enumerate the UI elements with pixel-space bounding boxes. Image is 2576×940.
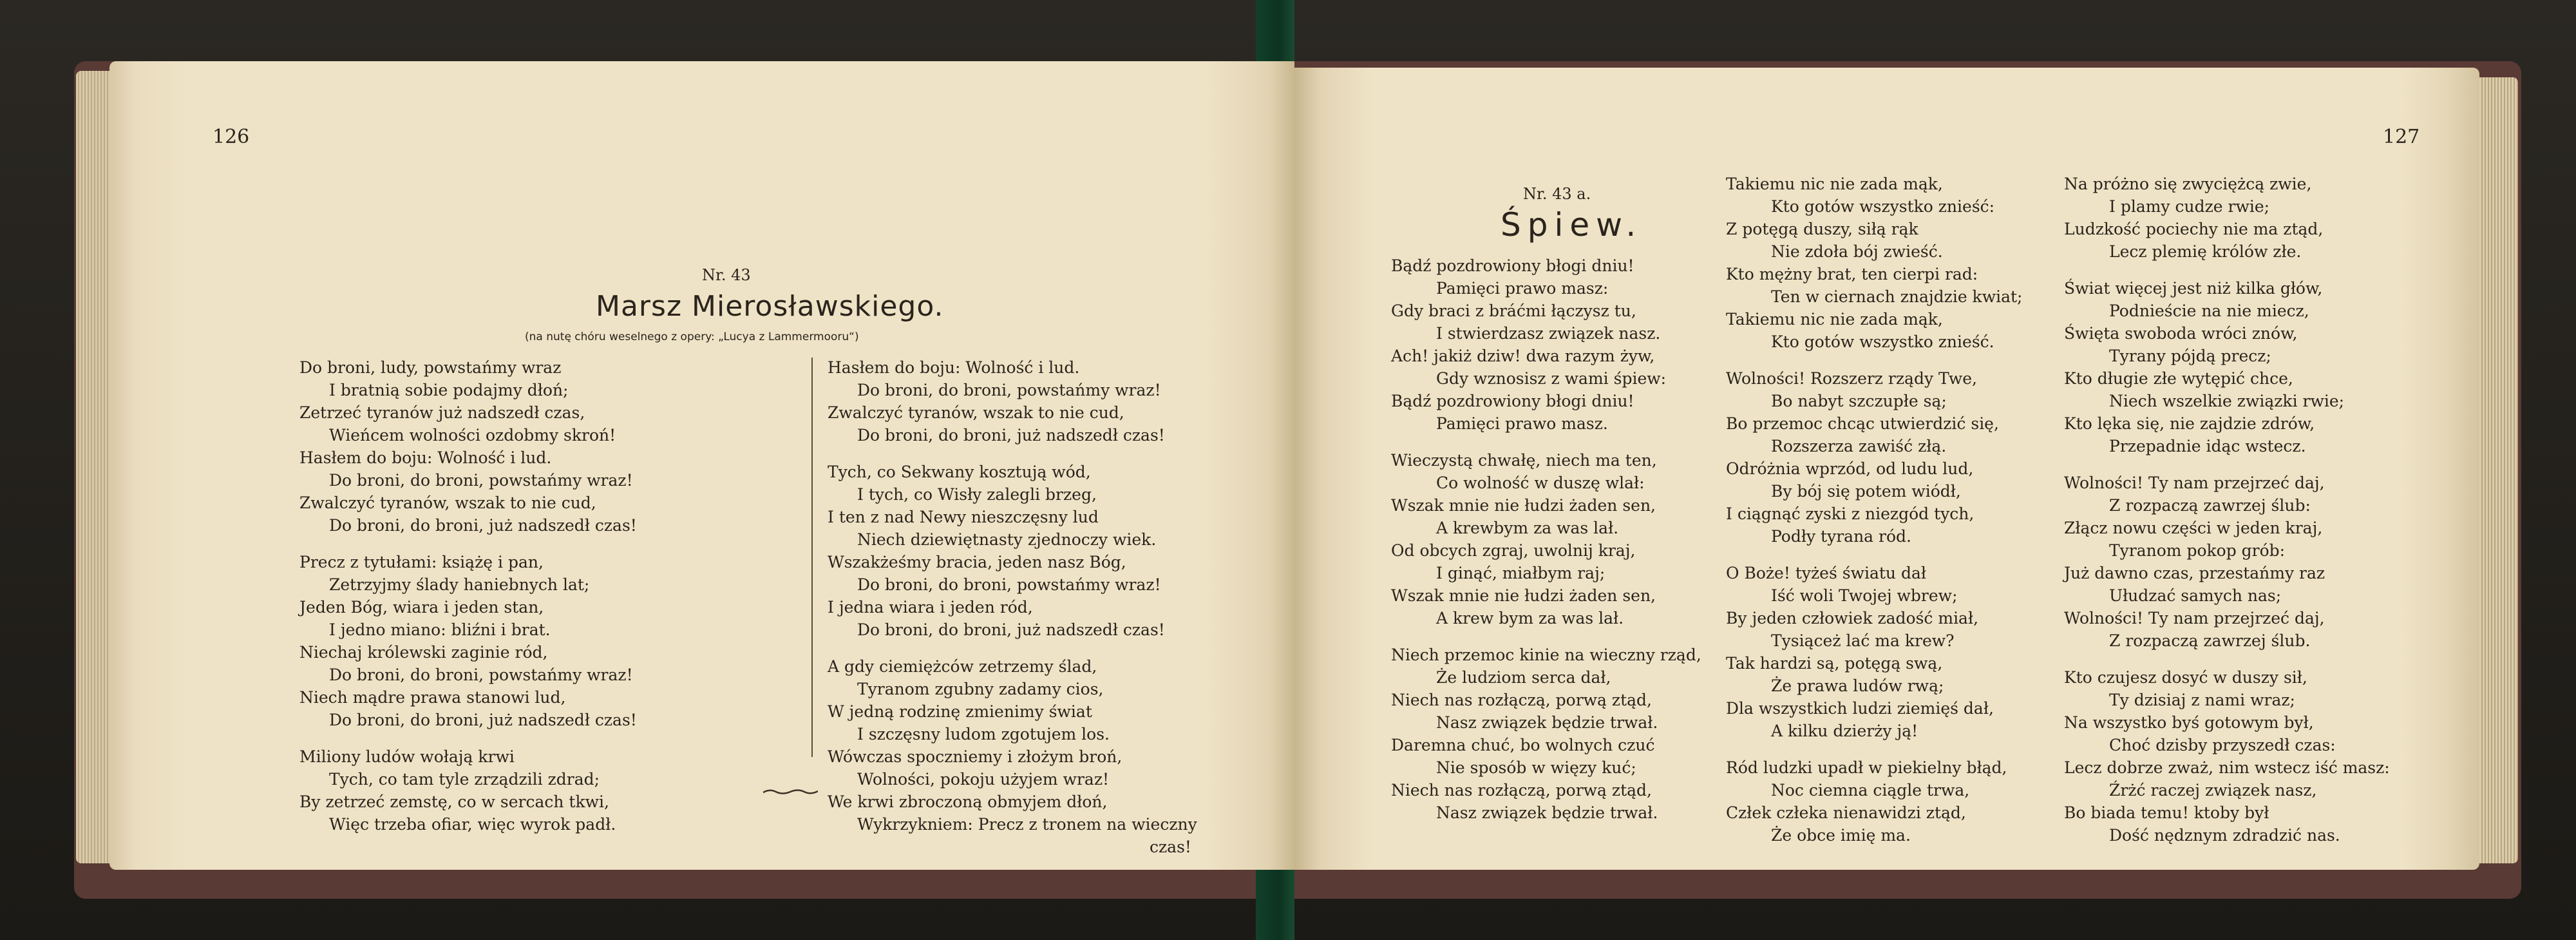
verse-line: Pamięci prawo masz.	[1436, 414, 1608, 433]
song-subtitle: (na nutę chóru weselnego z opery: „Lucya z Lammermooru“)	[525, 331, 859, 343]
verse-line: Kto gotów wszystko znieść:	[1771, 197, 1995, 216]
verse-line: Święta swoboda wróci znów,	[2064, 324, 2298, 343]
verse-line: Do broni, ludy, powstańmy wraz	[299, 358, 562, 377]
verse-line: Do broni, do broni, powstańmy wraz!	[329, 666, 633, 684]
verse-line: Kto lęka się, nie zajdzie zdrów,	[2064, 414, 2315, 433]
verse-line: Tysiąceż lać ma krew?	[1771, 631, 1955, 650]
verse-line: Precz z tytułami: książę i pan,	[299, 553, 544, 571]
verse-line: Lecz plemię królów złe.	[2109, 242, 2302, 261]
song-number: Nr. 43	[702, 266, 751, 284]
verse-line: Świat więcej jest niż kilka głów,	[2064, 279, 2323, 298]
verse-line: Nie zdoła bój zwieść.	[1771, 242, 1943, 261]
verse-line: Daremna chuć, bo wolnych czuć	[1391, 736, 1655, 754]
verse-line: Wszakżeśmy bracia, jeden nasz Bóg,	[828, 553, 1126, 571]
left-page	[109, 61, 1294, 870]
verse-line: Z rozpaczą zawrzej ślub:	[2109, 496, 2311, 515]
verse-line: Niech mądre prawa stanowi lud,	[299, 688, 566, 707]
verse-line: By jeden człowiek zadość miał,	[1726, 609, 1979, 628]
verse-line: A krewbym za was lał.	[1436, 519, 1619, 537]
verse-line: Źrżć raczej związek nasz,	[2109, 781, 2317, 800]
verse-line: Zetrzyjmy ślady haniebnych lat;	[329, 575, 590, 594]
verse-line: Wolności, pokoju użyjem wraz!	[857, 770, 1110, 789]
verse-column-2	[828, 356, 1197, 858]
verse-line: Do broni, do broni, powstańmy wraz!	[857, 381, 1161, 399]
verse-line: Niechaj królewski zaginie ród,	[299, 643, 548, 662]
verse-line: Podły tyrana ród.	[1771, 527, 1911, 546]
verse-line: O Boże! tyżeś światu dał	[1726, 564, 1926, 582]
verse-line: Ty dzisiaj z nami wraz;	[2109, 691, 2295, 709]
verse-line: Tyranom zgubny zadamy cios,	[857, 680, 1104, 698]
verse-line: Że ludziom serca dał,	[1436, 668, 1611, 687]
verse-line: Bądź pozdrowiony błogi dniu!	[1391, 256, 1634, 275]
verse-line: Zwalczyć tyranów, wszak to nie cud,	[299, 494, 596, 512]
verse-line: We krwi zbroczoną obmyjem dłoń,	[828, 792, 1108, 811]
verse-line: Ten w ciernach znajdzie kwiat;	[1771, 287, 2023, 306]
verse-line: Że prawa ludów rwą;	[1771, 676, 1944, 695]
verse-line: Noc ciemna ciągle trwa,	[1771, 781, 1970, 800]
verse-line: Bądź pozdrowiony błogi dniu!	[1391, 392, 1634, 410]
verse-line: Choć dzisby przyszedł czas:	[2109, 736, 2336, 754]
verse-line: Wszak mnie nie łudzi żaden sen,	[1391, 586, 1656, 605]
verse-line: I ten z nad Newy nieszczęsny lud	[828, 508, 1099, 526]
verse-line: Wieczystą chwałę, niech ma ten,	[1391, 451, 1657, 470]
verse-line: Gdy wznosisz z wami śpiew:	[1436, 369, 1667, 388]
verse-line: Bo biada temu! ktoby był	[2064, 803, 2269, 822]
verse-line: Niech wszelkie związki rwie;	[2109, 392, 2345, 410]
verse-line: A gdy ciemiężców zetrzemy ślad,	[828, 657, 1097, 676]
verse-line: I bratnią sobie podajmy dłoń;	[329, 381, 569, 399]
verse-column-2	[1726, 173, 2022, 847]
verse-line: Takiemu nic nie zada mąk,	[1726, 175, 1943, 193]
verse-line: Ludzkość pociechy nie ma ztąd,	[2064, 220, 2324, 238]
verse-line: Do broni, do broni, powstańmy wraz!	[857, 575, 1161, 594]
verse-line: czas!	[1150, 838, 1191, 856]
verse-line: Dość nędznym zdradzić nas.	[2109, 826, 2340, 845]
verse-line: Kto mężny brat, ten cierpi rad:	[1726, 265, 1978, 283]
verse-line: Już dawno czas, przestańmy raz	[2064, 564, 2325, 582]
verse-line: Do broni, do broni, już nadszedł czas!	[857, 620, 1165, 639]
verse-line: Pamięci prawo masz:	[1436, 279, 1609, 298]
verse-line: Do broni, do broni, powstańmy wraz!	[329, 471, 633, 490]
verse-line: Bo nabyt szczupłe są;	[1771, 392, 1947, 410]
verse-column-1	[1391, 254, 1701, 824]
column-divider	[811, 358, 813, 757]
verse-line: Tak hardzi są, potęgą swą,	[1726, 654, 1943, 673]
verse-line: Ród ludzki upadł w piekielny błąd,	[1726, 758, 2007, 777]
verse-line: Na wszystko byś gotowym był,	[2064, 713, 2314, 732]
verse-line: I jedno miano: bliźni i brat.	[329, 620, 551, 639]
verse-line: Do broni, do broni, już nadszedł czas!	[857, 426, 1165, 445]
verse-line: Do broni, do broni, już nadszedł czas!	[329, 711, 637, 729]
verse-line: Ach! jakiż dziw! dwa razym żyw,	[1391, 347, 1655, 365]
verse-line: I ginąć, miałbym raj;	[1436, 564, 1605, 582]
verse-line: I tych, co Wisły zalegli brzeg,	[857, 485, 1097, 504]
verse-line: Na próżno się zwyciężcą zwie,	[2064, 175, 2312, 193]
verse-line: Takiemu nic nie zada mąk,	[1726, 310, 1943, 329]
verse-line: Podnieście na nie miecz,	[2109, 302, 2309, 320]
verse-line: Wszak mnie nie łudzi żaden sen,	[1391, 496, 1656, 515]
verse-line: Dla wszystkich ludzi ziemięś dał,	[1726, 699, 1994, 718]
verse-line: Wieńcem wolności ozdobmy skroń!	[329, 426, 616, 445]
right-page-edges	[2473, 77, 2518, 863]
verse-line: Gdy braci z bráćmi łączysz tu,	[1391, 302, 1636, 320]
ornament-line	[763, 787, 818, 795]
right-page	[1294, 68, 2479, 870]
verse-line: Wówczas spoczniemy i złożym broń,	[828, 747, 1122, 766]
verse-line: Niech nas rozłączą, porwą ztąd,	[1391, 691, 1652, 709]
song-title: Marsz Mierosławskiego.	[596, 290, 944, 323]
verse-line: Odróżnia wprzód, od ludu lud,	[1726, 459, 1974, 478]
verse-line: Co wolność w duszę wlał:	[1436, 474, 1645, 492]
song-number: Nr. 43 a.	[1523, 185, 1591, 203]
song-title: Śpiew.	[1501, 206, 1643, 244]
verse-line: Rozszerza zawiść złą.	[1771, 437, 1947, 456]
verse-line: Człek człeka nienawidzi ztąd,	[1726, 803, 1966, 822]
verse-line: Lecz dobrze zważ, nim wstecz iść masz:	[2064, 758, 2390, 777]
verse-line: A krew bym za was lał.	[1436, 609, 1624, 628]
verse-line: Zwalczyć tyranów, wszak to nie cud,	[828, 403, 1124, 422]
verse-line: I stwierdzasz związek nasz.	[1436, 324, 1661, 343]
verse-line: Nasz związek będzie trwał.	[1436, 713, 1658, 732]
verse-line: Od obcych zgraj, uwolnij kraj,	[1391, 541, 1636, 560]
verse-line: Wolności! Ty nam przejrzeć daj,	[2064, 609, 2325, 628]
verse-column-1	[299, 356, 637, 836]
verse-line: Ułudzać samych nas;	[2109, 586, 2282, 605]
verse-line: I ciągnąć zyski z niezgód tych,	[1726, 504, 1975, 523]
left-page-edges	[76, 71, 115, 863]
verse-line: Kto długie złe wytępić chce,	[2064, 369, 2293, 388]
verse-line: Kto czujesz dosyć w duszy sił,	[2064, 668, 2307, 687]
verse-line: Iść woli Twojej wbrew;	[1771, 586, 1958, 605]
verse-line: Miliony ludów wołają krwi	[299, 747, 515, 766]
verse-line: Jeden Bóg, wiara i jeden stan,	[299, 598, 544, 617]
verse-line: Przepadnie idąc wstecz.	[2109, 437, 2306, 456]
verse-line: Że obce imię ma.	[1771, 826, 1911, 845]
verse-line: Hasłem do boju: Wolność i lud.	[299, 448, 552, 467]
verse-line: Niech dziewiętnasty zjednoczy wiek.	[857, 530, 1157, 549]
verse-line: Tyrany pójdą precz;	[2109, 347, 2271, 365]
verse-line: Z rozpaczą zawrzej ślub.	[2109, 631, 2311, 650]
verse-line: I szczęsny ludom zgotujem los.	[857, 725, 1110, 743]
verse-line: I plamy cudze rwie;	[2109, 197, 2270, 216]
verse-line: Do broni, do broni, już nadszedł czas!	[329, 516, 637, 535]
verse-line: Tyranom pokop grób:	[2109, 541, 2286, 560]
verse-line: Złącz nowu części w jeden kraj,	[2064, 519, 2323, 537]
page-number-right: 127	[2383, 126, 2420, 148]
verse-line: Z potęgą duszy, siłą rąk	[1726, 220, 1918, 238]
verse-line: By zetrzeć zemstę, co w sercach tkwi,	[299, 792, 609, 811]
page-number-left: 126	[213, 126, 250, 148]
verse-line: Nie sposób w więzy kuć;	[1436, 758, 1636, 777]
verse-line: Nasz związek będzie trwał.	[1436, 803, 1658, 822]
verse-line: Zetrzeć tyranów już nadszedł czas,	[299, 403, 585, 422]
verse-line: Wolności! Rozszerz rządy Twe,	[1726, 369, 1977, 388]
verse-line: Hasłem do boju: Wolność i lud.	[828, 358, 1080, 377]
verse-line: Tych, co Sekwany kosztują wód,	[828, 463, 1091, 481]
verse-line: Niech nas rozłączą, porwą ztąd,	[1391, 781, 1652, 800]
verse-line: Niech przemoc kinie na wieczny rząd,	[1391, 646, 1701, 664]
verse-line: Wolności! Ty nam przejrzeć daj,	[2064, 474, 2325, 492]
verse-column-3	[2064, 173, 2390, 847]
verse-line: Kto gotów wszystko znieść.	[1771, 332, 1994, 351]
verse-line: A kilku dzierży ją!	[1771, 722, 1918, 740]
verse-line: Wykrzykniem: Precz z tronem na wieczny	[857, 815, 1197, 834]
verse-line: By bój się potem wiódł,	[1771, 482, 1961, 501]
verse-line: Bo przemoc chcąc utwierdzić się,	[1726, 414, 1999, 433]
verse-line: W jedną rodzinę zmienimy świat	[828, 702, 1092, 721]
verse-line: Więc trzeba ofiar, więc wyrok padł.	[329, 815, 616, 834]
verse-line: I jedna wiara i jeden ród,	[828, 598, 1033, 617]
verse-line: Tych, co tam tyle zrządzili zdrad;	[329, 770, 600, 789]
